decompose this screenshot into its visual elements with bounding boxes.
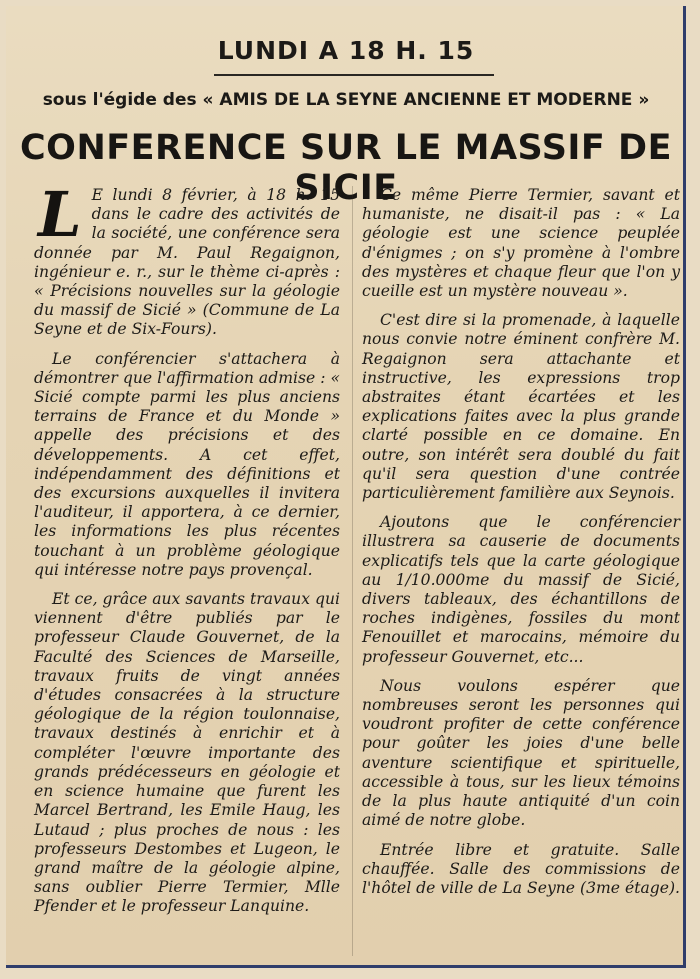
- deck-subtitle: sous l'égide des « AMIS DE LA SEYNE ANCIENNE ET MODERNE »: [42, 90, 650, 110]
- paragraph-text: E lundi 8 février, à 18 h. 15 dans le cadre des activités de la société, une conférence sera donnée par M. Paul Regaignon, ingénieur e. r., sur le thème ci-après : « Précisions nouvelles sur la géologie du massif de Sicié » (Commune de La Seyne et de Six-Fours).: [34, 186, 340, 339]
- drop-cap: L: [38, 178, 82, 251]
- article-paragraph: Ce même Pierre Termier, savant et humaniste, ne disait-il pas : « La géologie est une science peuplée d'énigmes ; on s'y promène à l'ombre des mystères et chaque fleur que l'on y cueille est un mystère nouveau ».: [362, 186, 680, 301]
- article-paragraph: C'est dire si la promenade, à laquelle nous convie notre éminent confrère M. Regaignon sera attachante et instructive, les expressions trop abstraites étant écartées et les explications faites avec la plus grande clarté possible en ce domaine. En outre, son intérêt sera doublé du fait qu'il sera question d'une contrée particulièrement familière aux Seynois.: [362, 311, 680, 503]
- article-paragraph: Entrée libre et gratuite. Salle chauffée. Salle des commissions de l'hôtel de ville de La Seyne (3me étage).: [362, 840, 681, 897]
- article-column-right: [362, 186, 680, 908]
- article-paragraph: Nous voulons espérer que nombreuses seront les personnes qui voudront profiter de cette conférence pour goûter les joies d'une belle aventure scientifique et spirituelle, accessible à tous, sur les lieux témoins de la plus haute antiquité d'un coin aimé de notre globe.: [362, 676, 680, 830]
- article-paragraph: [34, 178, 340, 340]
- article-paragraph: Le conférencier s'attachera à démontrer que l'affirmation admise : « Sicié compte parmi les plus anciens terrains de France et du Monde » appelle des précisions et des développements. A cet effet, indépendamment des définitions et des excursions auxquelles il invitera l'auditeur, il apportera, à ce dernier, les informations les plus récentes touchant à un problème géologique qui intéresse notre pays provençal.: [34, 349, 340, 579]
- article-column-left: [34, 178, 340, 927]
- column-divider: [352, 186, 353, 956]
- article-paragraph: Ajoutons que le conférencier illustrera sa causerie de documents explicatifs tels que la carte géologique au 1/10.000me du massif de Sicié, divers tableaux, des échantillons de roches indigènes, fossiles du mont Fenouillet et marocains, mémoire du professeur Gouvernet, etc...: [362, 513, 680, 666]
- article-paragraph: Et ce, grâce aux savants travaux qui viennent d'être publiés par le professeur Claude Gouvernet, de la Faculté des Sciences de Marseille, travaux fruits de vingt années d'études consacrées à la structure géologique de la région toulonnaise, travaux destinés à enrichir et à compléter l'œuvre importante des grands prédécesseurs en géologie et en science humaine que furent les Marcel Bertrand, les Emile Haug, les Lutaud ; plus proches de nous : les professeurs Destombes et Lugeon, le grand maître de la géologie alpine, sans oublier Pierre Termier, Mlle Pfender et le professeur Lanquine.: [34, 590, 340, 916]
- newspaper-clipping: [6, 6, 686, 968]
- kicker-underline: [214, 74, 494, 76]
- kicker-time: LUNDI A 18 H. 15: [217, 36, 475, 65]
- headline: CONFERENCE SUR LE MASSIF DE SICIE: [20, 128, 672, 208]
